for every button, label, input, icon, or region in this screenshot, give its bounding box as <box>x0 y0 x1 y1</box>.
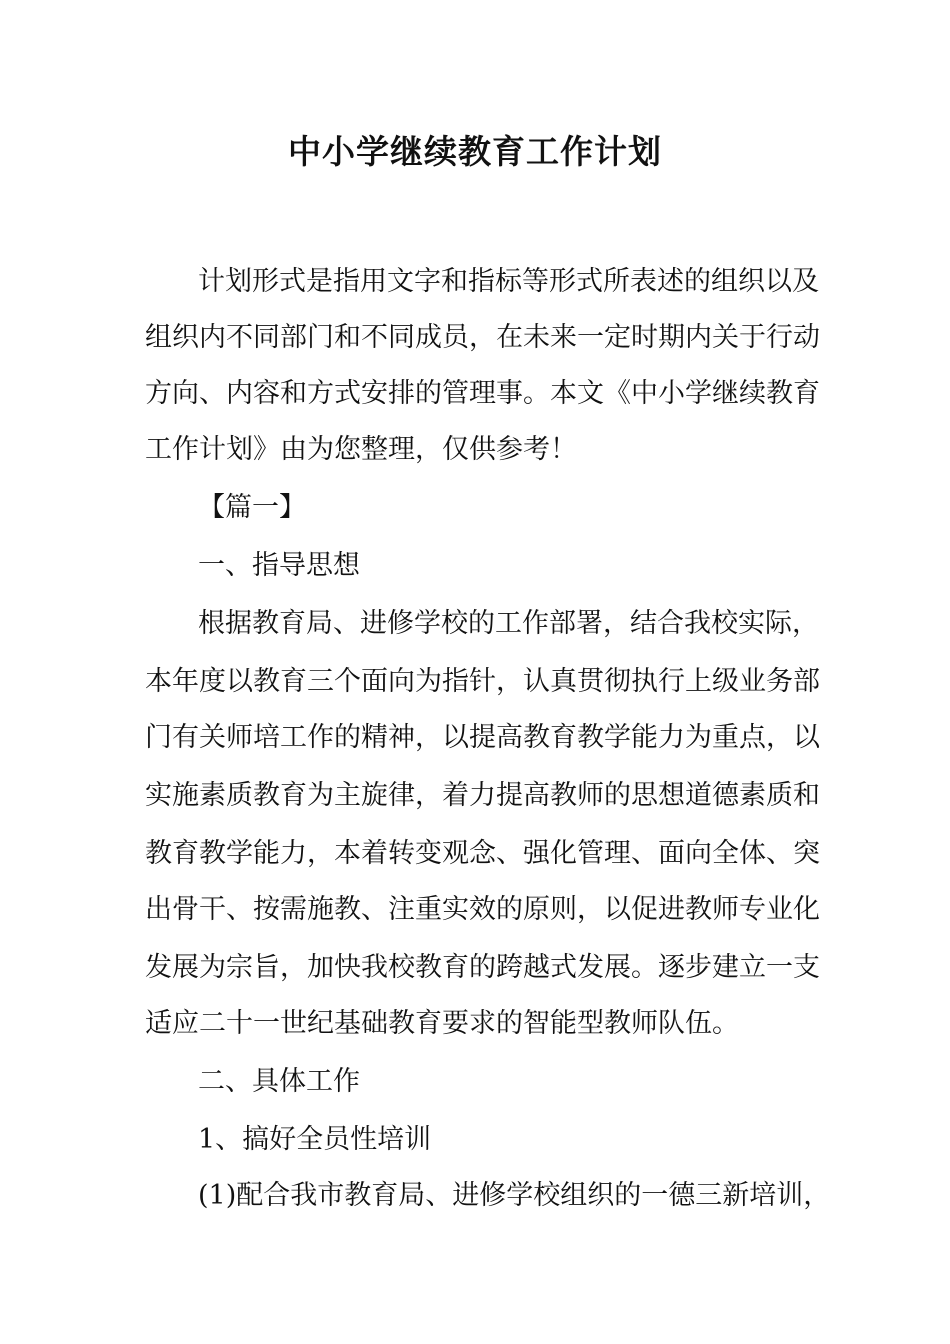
body-line-6: 出骨干、按需施教、注重实效的原则，以促进教师专业化 <box>145 894 820 925</box>
body-line-1: 根据教育局、进修学校的工作部署，结合我校实际， <box>198 608 819 639</box>
item-line-1: (1)配合我市教育局、进修学校组织的一德三新培训， <box>198 1180 831 1211</box>
page-title: 中小学继续教育工作计划 <box>288 132 662 171</box>
body-line-7: 发展为宗旨，加快我校教育的跨越式发展。逐步建立一支 <box>145 952 820 983</box>
body-line-2: 本年度以教育三个面向为指针，认真贯彻执行上级业务部 <box>145 666 820 697</box>
body-line-4: 实施素质教育为主旋律，着力提高教师的思想道德素质和 <box>145 780 820 811</box>
heading-guiding-ideology: 一、指导思想 <box>198 550 360 581</box>
heading-specific-work: 二、具体工作 <box>198 1066 360 1097</box>
intro-line-1: 计划形式是指用文字和指标等形式所表述的组织以及 <box>198 266 819 297</box>
intro-line-2: 组织内不同部门和不同成员，在未来一定时期内关于行动 <box>145 322 820 353</box>
body-line-3: 门有关师培工作的精神，以提高教育教学能力为重点，以 <box>145 722 820 753</box>
section-marker: 【篇一】 <box>198 492 306 523</box>
body-line-8: 适应二十一世纪基础教育要求的智能型教师队伍。 <box>145 1008 739 1039</box>
intro-line-4: 工作计划》由为您整理，仅供参考！ <box>145 434 577 465</box>
subheading-training: 1、搞好全员性培训 <box>198 1124 432 1155</box>
intro-line-3: 方向、内容和方式安排的管理事。本文《中小学继续教育 <box>145 378 820 409</box>
body-line-5: 教育教学能力，本着转变观念、强化管理、面向全体、突 <box>145 838 820 869</box>
